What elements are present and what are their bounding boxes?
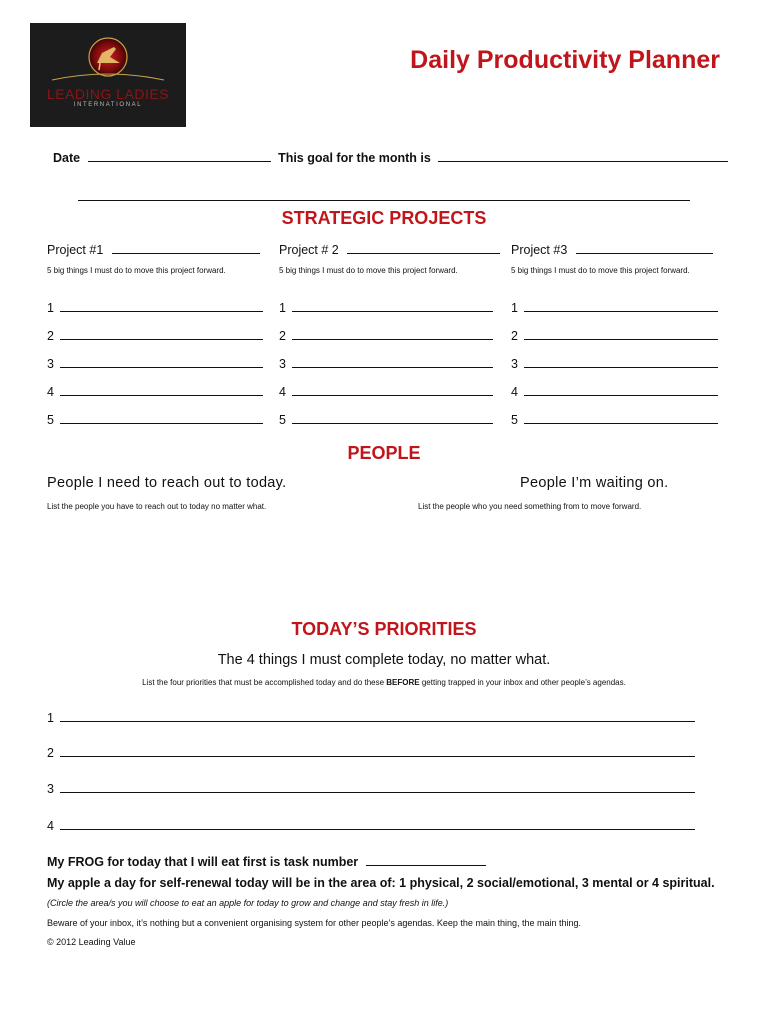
goal-label: This goal for the month is xyxy=(278,151,431,165)
reach-out-title: People I need to reach out to today. xyxy=(47,475,287,491)
project-3-item-1-field[interactable] xyxy=(524,300,718,312)
project-1-item-3-field[interactable] xyxy=(60,356,263,368)
project-1-item-3: 3 xyxy=(47,356,263,371)
project-3-instruction: 5 big things I must do to move this project forward. xyxy=(511,266,690,275)
priority-3: 3 xyxy=(47,781,695,796)
project-2-item-4: 4 xyxy=(279,384,493,399)
project-1-item-5: 5 xyxy=(47,412,263,427)
project-3-label: Project #3 xyxy=(511,243,568,257)
project-1-item-1-field[interactable] xyxy=(60,300,263,312)
project-1-item-5-field[interactable] xyxy=(60,412,263,424)
project-1-item-2-field[interactable] xyxy=(60,328,263,340)
priority-2-field[interactable] xyxy=(60,745,695,757)
project-3-item-3: 3 xyxy=(511,356,718,371)
project-1-item-1: 1 xyxy=(47,300,263,315)
goal-continuation-field[interactable] xyxy=(78,189,690,201)
project-2-item-1: 1 xyxy=(279,300,493,315)
priorities-heading: TODAY’S PRIORITIES xyxy=(291,619,477,639)
project-2-item-2-field[interactable] xyxy=(292,328,493,340)
project-3-header xyxy=(511,242,713,257)
project-3-item-2: 2 xyxy=(511,328,718,343)
people-heading: PEOPLE xyxy=(347,443,421,463)
project-1-item-4-field[interactable] xyxy=(60,384,263,396)
project-2-instruction: 5 big things I must do to move this project forward. xyxy=(279,266,458,275)
page-title: Daily Productivity Planner xyxy=(410,46,720,74)
date-label: Date xyxy=(53,151,81,165)
priority-4: 4 xyxy=(47,818,695,833)
project-2-item-3: 3 xyxy=(279,356,493,371)
date-goal-row xyxy=(53,150,728,165)
project-3-item-4: 4 xyxy=(511,384,718,399)
frog-label: My FROG for today that I will eat first is task number xyxy=(47,855,359,869)
project-3-item-4-field[interactable] xyxy=(524,384,718,396)
waiting-on-title: People I’m waiting on. xyxy=(520,475,669,491)
priority-3-field[interactable] xyxy=(60,781,695,793)
project-2-name-field[interactable] xyxy=(347,242,500,254)
circle-note: (Circle the area/s you will choose to eat an apple for today to grow and change and stay fresh in life.) xyxy=(47,898,449,908)
project-3-item-3-field[interactable] xyxy=(524,356,718,368)
project-2-header xyxy=(279,242,500,257)
logo xyxy=(30,23,186,127)
priority-2: 2 xyxy=(47,745,695,760)
project-2-item-5: 5 xyxy=(279,412,493,427)
logo-name: LEADING LADIES xyxy=(46,86,170,102)
project-2-label: Project # 2 xyxy=(279,243,339,257)
project-1-label: Project #1 xyxy=(47,243,104,257)
project-3-name-field[interactable] xyxy=(576,242,713,254)
project-3-item-5-field[interactable] xyxy=(524,412,718,424)
project-2-item-2: 2 xyxy=(279,328,493,343)
date-field[interactable] xyxy=(88,150,271,162)
project-2-item-4-field[interactable] xyxy=(292,384,493,396)
frog-line xyxy=(47,854,486,869)
project-1-name-field[interactable] xyxy=(112,242,260,254)
waiting-on-note: List the people who you need something from to move forward. xyxy=(418,502,642,511)
project-3-item-1: 1 xyxy=(511,300,718,315)
reach-out-note: List the people you have to reach out to today no matter what. xyxy=(47,502,267,511)
project-1-item-2: 2 xyxy=(47,328,263,343)
copyright: © 2012 Leading Value xyxy=(47,937,136,947)
project-2-item-3-field[interactable] xyxy=(292,356,493,368)
project-2-item-5-field[interactable] xyxy=(292,412,493,424)
high-heel-logo-icon xyxy=(30,23,186,127)
project-2-item-1-field[interactable] xyxy=(292,300,493,312)
project-1-instruction: 5 big things I must do to move this project forward. xyxy=(47,266,226,275)
project-3-item-2-field[interactable] xyxy=(524,328,718,340)
priority-4-field[interactable] xyxy=(60,818,695,830)
goal-field[interactable] xyxy=(438,150,728,162)
project-1-item-4: 4 xyxy=(47,384,263,399)
logo-subtitle: INTERNATIONAL xyxy=(73,102,143,108)
frog-task-field[interactable] xyxy=(366,854,486,866)
project-1-header xyxy=(47,242,260,257)
priorities-note: List the four priorities that must be accomplished today and do these BEFORE getting trapped in your inbox and other people’s agendas. xyxy=(142,678,626,687)
apple-line: My apple a day for self-renewal today will be in the area of: 1 physical, 2 social/emotional, 3 mental or 4 spiritual. xyxy=(47,876,715,890)
priority-1-field[interactable] xyxy=(60,710,695,722)
priorities-subtitle: The 4 things I must complete today, no matter what. xyxy=(217,652,551,668)
inbox-note: Beware of your inbox, it’s nothing but a convenient organising system for other people’s agendas. Keep the main thing, the main thing. xyxy=(47,918,582,928)
project-3-item-5: 5 xyxy=(511,412,718,427)
priority-1: 1 xyxy=(47,710,695,725)
strategic-projects-heading: STRATEGIC PROJECTS xyxy=(281,208,487,228)
